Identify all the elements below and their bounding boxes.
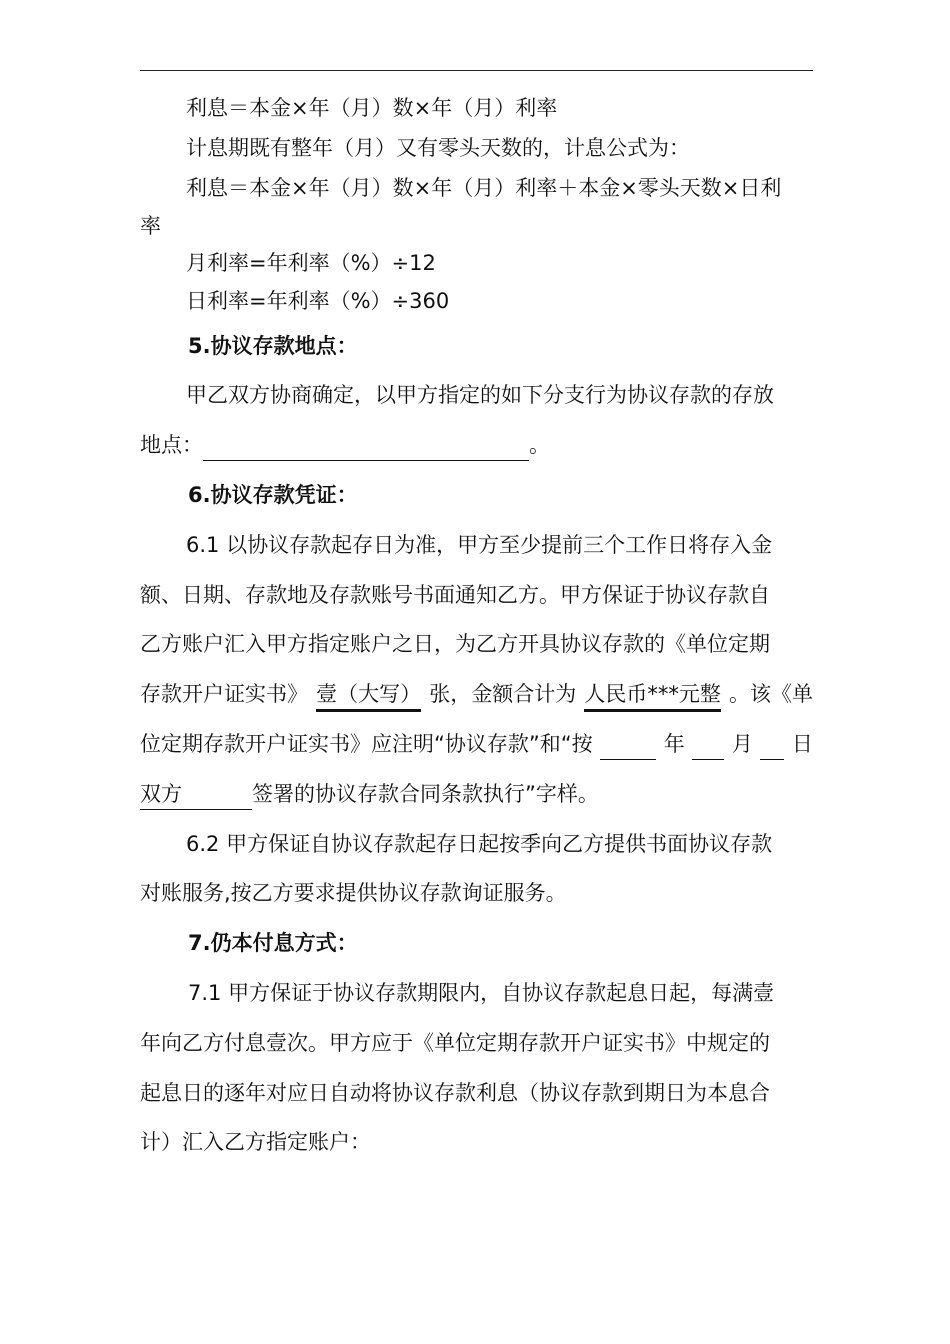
clause-6-2-line1: 6.2 甲方保证自协议存款起存日起按季向乙方提供书面协议存款 [186,832,773,856]
clause-6-1-line6 [140,779,813,810]
parties-field[interactable] [140,779,252,810]
clause-6-1-line3: 乙方账户汇入甲方指定账户之日，为乙方开具协议存款的《单位定期 [140,632,770,656]
day-blank[interactable] [760,729,784,760]
location-end-mark: 。 [529,433,550,457]
certificate-title-text: 存款开户证实书》 [140,682,308,706]
clause-7-1-line3: 起息日的逐年对应日自动将协议存款利息（协议存款到期日为本息合 [140,1081,770,1105]
month-label: 月 [731,732,753,756]
formula-daily-rate: 日利率=年利率（%）÷360 [186,289,450,313]
month-blank[interactable] [692,729,724,760]
clause-6-2-line2: 对账服务,按乙方要求提供协议存款询证服务。 [140,881,567,905]
year-label: 年 [663,732,685,756]
signing-text: 签署的协议存款合同条款执行”字样。 [252,782,599,806]
section-5-location-line [140,430,813,461]
formula-mixed-line1: 利息＝本金×年（月）数×年（月）利率＋本金×零头天数×日利 [186,176,782,200]
certificate-count-field[interactable]: 壹（大写） [316,679,421,712]
clause-6-1-line4 [140,679,813,712]
formula-simple: 利息＝本金×年（月）数×年（月）利率 [186,96,558,120]
formula-mixed-line2: 率 [140,214,161,238]
clause-7-1-line1: 7.1 甲方保证于协议存款期限内，自协议存款起息日起，每满壹 [188,981,775,1005]
section-5-heading: 5.协议存款地点： [188,334,358,358]
amount-field[interactable]: 人民币***元整 [584,679,721,712]
location-blank[interactable] [203,430,529,461]
section-5-paragraph-line1: 甲乙双方协商确定，以甲方指定的如下分支行为协议存款的存放 [186,383,774,407]
day-label: 日 [791,732,813,756]
location-label: 地点： [140,433,203,457]
certificate-title-text-2: 。该《单 [729,682,813,706]
annotation-text: 位定期存款开户证实书》应注明“协议存款”和“按 [140,732,593,756]
section-7-heading: 7.仍本付息方式： [188,931,358,955]
clause-6-1-line5 [140,729,813,760]
header-rule [140,70,813,71]
clause-7-1-line2: 年向乙方付息壹次。甲方应于《单位定期存款开户证实书》中规定的 [140,1031,770,1055]
year-blank[interactable] [600,729,656,760]
parties-label: 双方 [140,782,182,806]
section-6-heading: 6.协议存款凭证： [188,483,358,507]
clause-6-1-line2: 额、日期、存款地及存款账号书面通知乙方。甲方保证于协议存款自 [140,583,770,607]
formula-monthly-rate: 月利率=年利率（%）÷12 [186,251,436,275]
clause-6-1-line1: 6.1 以协议存款起存日为准，甲方至少提前三个工作日将存入金 [186,533,773,557]
formula-mixed-intro: 计息期既有整年（月）又有零头天数的，计息公式为： [186,136,690,160]
amount-label: 张，金额合计为 [429,682,577,706]
clause-7-1-line4: 计）汇入乙方指定账户： [140,1130,371,1154]
